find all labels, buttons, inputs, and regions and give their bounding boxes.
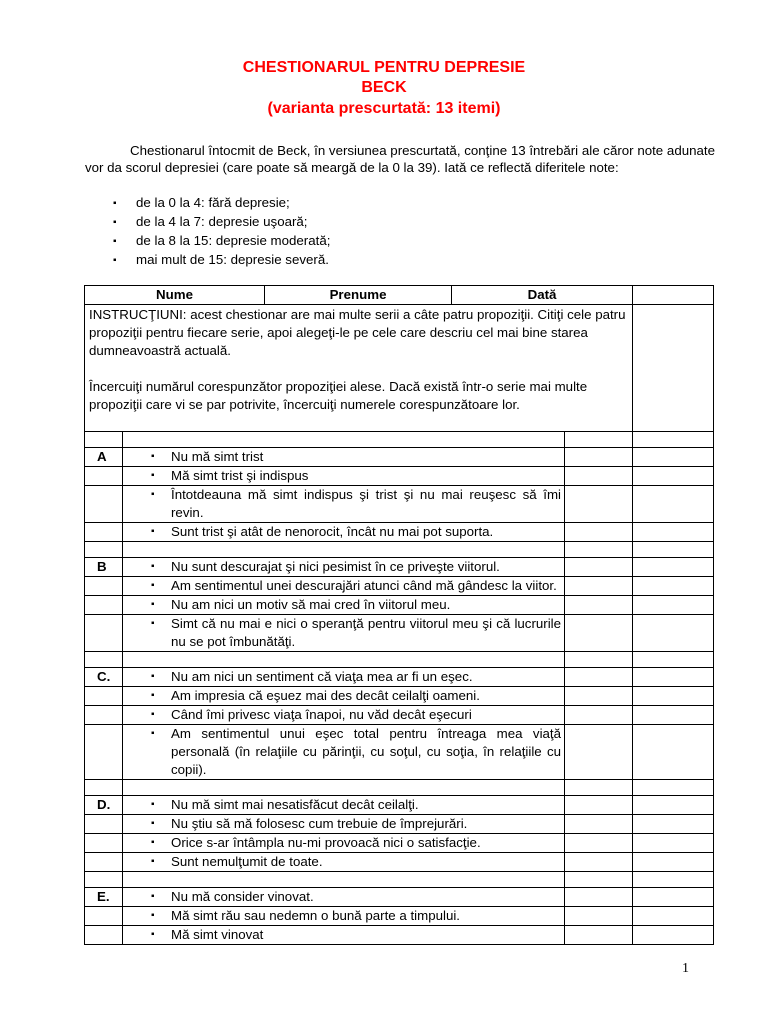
question-row (85, 796, 714, 815)
statement-cell[interactable] (123, 725, 565, 780)
bullet-icon: ▪ (151, 856, 155, 867)
answer-cell[interactable] (565, 448, 633, 467)
section-spacer-row (85, 432, 714, 448)
answer-cell[interactable] (565, 926, 633, 945)
score-cell[interactable] (633, 448, 714, 467)
question-row (85, 926, 714, 945)
statement-cell[interactable] (123, 467, 565, 486)
score-cell[interactable] (633, 834, 714, 853)
header-blank[interactable] (633, 286, 714, 305)
title-line-3: (varianta prescurtată: 13 itemi) (267, 100, 501, 117)
answer-cell[interactable] (565, 467, 633, 486)
statement-cell[interactable] (123, 796, 565, 815)
letter-cell-empty (85, 907, 123, 926)
bullet-icon: ▪ (151, 690, 155, 701)
range-item: ▪ de la 8 la 15: depresie moderată; (113, 232, 330, 251)
letter-cell-empty (85, 853, 123, 872)
score-cell[interactable] (633, 486, 714, 523)
title-line-2: BECK (361, 79, 407, 96)
section-spacer-row (85, 872, 714, 888)
answer-cell[interactable] (565, 907, 633, 926)
statement-text: Sunt nemulţumit de toate. (171, 854, 323, 869)
question-row (85, 907, 714, 926)
bullet-icon: ▪ (151, 891, 155, 902)
bullet-icon: ▪ (151, 451, 155, 462)
statement-cell[interactable] (123, 907, 565, 926)
score-cell[interactable] (633, 815, 714, 834)
score-ranges-list (113, 194, 330, 270)
statement-cell[interactable] (123, 926, 565, 945)
statement-text: Nu am nici un motiv să mai cred în viitorul meu. (171, 597, 451, 612)
score-cell[interactable] (633, 926, 714, 945)
question-row (85, 668, 714, 687)
statement-cell[interactable] (123, 668, 565, 687)
intro-text: Chestionarul întocmit de Beck, în versiunea prescurtată, conţine 13 întrebări ale căror note adunate vor da scorul depresiei (care poate să meargă de la 0 la 39). Iată ce reflectă diferitele note: (85, 143, 715, 175)
statement-text: Mă simt trist şi indispus (171, 468, 309, 483)
question-row (85, 853, 714, 872)
statement-text: Simt că nu mai e nici o speranţă pentru viitorul meu şi că lucrurile nu se pot îmbunătăţi. (171, 616, 562, 649)
header-date: Dată (452, 286, 633, 305)
question-row (85, 523, 714, 542)
score-cell[interactable] (633, 577, 714, 596)
question-row (85, 596, 714, 615)
answer-cell[interactable] (565, 486, 633, 523)
bullet-icon: ▪ (151, 728, 155, 739)
section-letter: C. (85, 668, 123, 687)
statement-text: Am sentimentul unei descurajări atunci când mă gândesc la viitor. (171, 578, 557, 593)
bullet-icon: ▪ (151, 818, 155, 829)
answer-cell[interactable] (565, 725, 633, 780)
statement-text: Sunt trist şi atât de nenorocit, încât nu mai pot suporta. (171, 524, 494, 539)
answer-cell[interactable] (565, 796, 633, 815)
statement-cell[interactable] (123, 834, 565, 853)
letter-cell-empty (85, 687, 123, 706)
statement-cell[interactable] (123, 577, 565, 596)
bullet-icon: ▪ (151, 929, 155, 940)
statement-cell[interactable] (123, 523, 565, 542)
instructions-row (85, 305, 714, 432)
statement-cell[interactable] (123, 706, 565, 725)
header-row (85, 286, 714, 305)
answer-cell[interactable] (565, 615, 633, 652)
answer-cell[interactable] (565, 834, 633, 853)
letter-cell-empty (85, 615, 123, 652)
statement-cell[interactable] (123, 888, 565, 907)
range-item: ▪ mai mult de 15: depresie severă. (113, 251, 330, 270)
section-spacer-row (85, 542, 714, 558)
bullet-icon: ▪ (151, 671, 155, 682)
question-row (85, 577, 714, 596)
score-cell[interactable] (633, 467, 714, 486)
header-surname: Prenume (265, 286, 452, 305)
questionnaire-table (84, 285, 714, 945)
page-number: 1 (682, 961, 689, 976)
bullet-icon: ▪ (151, 489, 155, 500)
statement-text: Mă simt rău sau nedemn o bună parte a timpului. (171, 908, 460, 923)
question-row (85, 706, 714, 725)
score-cell[interactable] (633, 853, 714, 872)
section-letter: B (85, 558, 123, 577)
letter-cell-empty (85, 834, 123, 853)
statement-text: Nu sunt descurajat şi nici pesimist în ce priveşte viitorul. (171, 559, 500, 574)
score-cell[interactable] (633, 706, 714, 725)
letter-cell-empty (85, 596, 123, 615)
question-row (85, 486, 714, 523)
range-item: ▪ de la 0 la 4: fără depresie; (113, 194, 330, 213)
letter-cell-empty (85, 926, 123, 945)
bullet-icon: ▪ (151, 526, 155, 537)
question-row (85, 815, 714, 834)
answer-cell[interactable] (565, 523, 633, 542)
statement-text: Nu mă simt mai nesatisfăcut decât ceilalţi. (171, 797, 419, 812)
statement-text: Întotdeauna mă simt indispus şi trist şi nu mai reuşesc să îmi revin. (171, 487, 562, 520)
statement-cell[interactable] (123, 558, 565, 577)
statement-text: Nu am nici un sentiment că viaţa mea ar fi un eşec. (171, 669, 473, 684)
letter-cell-empty (85, 467, 123, 486)
question-row (85, 834, 714, 853)
statement-cell[interactable] (123, 486, 565, 523)
letter-cell-empty (85, 815, 123, 834)
letter-cell-empty (85, 725, 123, 780)
question-row (85, 888, 714, 907)
letter-cell-empty (85, 523, 123, 542)
answer-cell[interactable] (565, 687, 633, 706)
score-cell[interactable] (633, 687, 714, 706)
question-row (85, 558, 714, 577)
answer-cell[interactable] (565, 815, 633, 834)
letter-cell-empty (85, 577, 123, 596)
bullet-icon: ▪ (151, 470, 155, 481)
bullet-icon: ▪ (151, 599, 155, 610)
question-row (85, 725, 714, 780)
statement-cell[interactable] (123, 687, 565, 706)
instructions-p1: INSTRUCŢIUNI: acest chestionar are mai multe serii a câte patru propoziţii. Citiţi cele patru propoziţii pentru fiecare serie, apoi alegeţi-le pe cele care descriu cel mai bine starea dumneavoastră actuală. (89, 307, 626, 358)
score-cell[interactable] (633, 523, 714, 542)
section-spacer-row (85, 780, 714, 796)
bullet-icon: ▪ (151, 837, 155, 848)
letter-cell-empty (85, 706, 123, 725)
statement-text: Orice s-ar întâmpla nu-mi provoacă nici o satisfacţie. (171, 835, 481, 850)
answer-cell[interactable] (565, 577, 633, 596)
bullet-icon: ▪ (151, 561, 155, 572)
bullet-icon: ▪ (151, 910, 155, 921)
score-cell[interactable] (633, 596, 714, 615)
score-cell[interactable] (633, 888, 714, 907)
answer-cell[interactable] (565, 888, 633, 907)
score-cell[interactable] (633, 615, 714, 652)
statement-text: Am sentimentul unui eşec total pentru întreaga mea viaţă personală (în relaţiile cu părinţii, cu soţul, cu soţia, în relaţiile cu copii). (171, 726, 562, 777)
statement-cell[interactable] (123, 448, 565, 467)
answer-cell[interactable] (565, 853, 633, 872)
score-cell[interactable] (633, 796, 714, 815)
score-cell[interactable] (633, 907, 714, 926)
intro-paragraph (85, 142, 715, 176)
section-letter: A (85, 448, 123, 467)
statement-text: Nu ştiu să mă folosesc cum trebuie de împrejurări. (171, 816, 468, 831)
statement-cell[interactable] (123, 615, 565, 652)
score-cell[interactable] (633, 668, 714, 687)
bullet-icon: ▪ (151, 580, 155, 591)
header-name: Nume (85, 286, 265, 305)
instructions-p2: Încercuiţi numărul corespunzător propoziţiei alese. Dacă există într-o serie mai multe propoziţii care vi se par potrivite, încercuiţi numerele corespunzătoare lor. (89, 379, 588, 412)
question-row (85, 615, 714, 652)
question-row (85, 467, 714, 486)
bullet-icon: ▪ (151, 799, 155, 810)
statement-text: Mă simt vinovat (171, 927, 264, 942)
range-item: ▪ de la 4 la 7: depresie uşoară; (113, 213, 330, 232)
title-line-1: CHESTIONARUL PENTRU DEPRESIE (242, 59, 526, 76)
score-cell[interactable] (633, 558, 714, 577)
bullet-icon: ▪ (151, 618, 155, 629)
answer-cell[interactable] (565, 596, 633, 615)
section-spacer-row (85, 652, 714, 668)
score-cell[interactable] (633, 725, 714, 780)
section-letter: D. (85, 796, 123, 815)
section-letter: E. (85, 888, 123, 907)
statement-cell[interactable] (123, 596, 565, 615)
statement-text: Nu mă simt trist (171, 449, 264, 464)
statement-cell[interactable] (123, 853, 565, 872)
answer-cell[interactable] (565, 706, 633, 725)
statement-text: Când îmi privesc viaţa înapoi, nu văd decât eşecuri (171, 707, 472, 722)
statement-text: Am impresia că eşuez mai des decât ceilalţi oameni. (171, 688, 480, 703)
letter-cell-empty (85, 486, 123, 523)
question-row (85, 687, 714, 706)
question-row (85, 448, 714, 467)
answer-cell[interactable] (565, 558, 633, 577)
instructions-cell (85, 305, 633, 432)
bullet-icon: ▪ (151, 709, 155, 720)
answer-cell[interactable] (565, 668, 633, 687)
statement-cell[interactable] (123, 815, 565, 834)
statement-text: Nu mă consider vinovat. (171, 889, 314, 904)
